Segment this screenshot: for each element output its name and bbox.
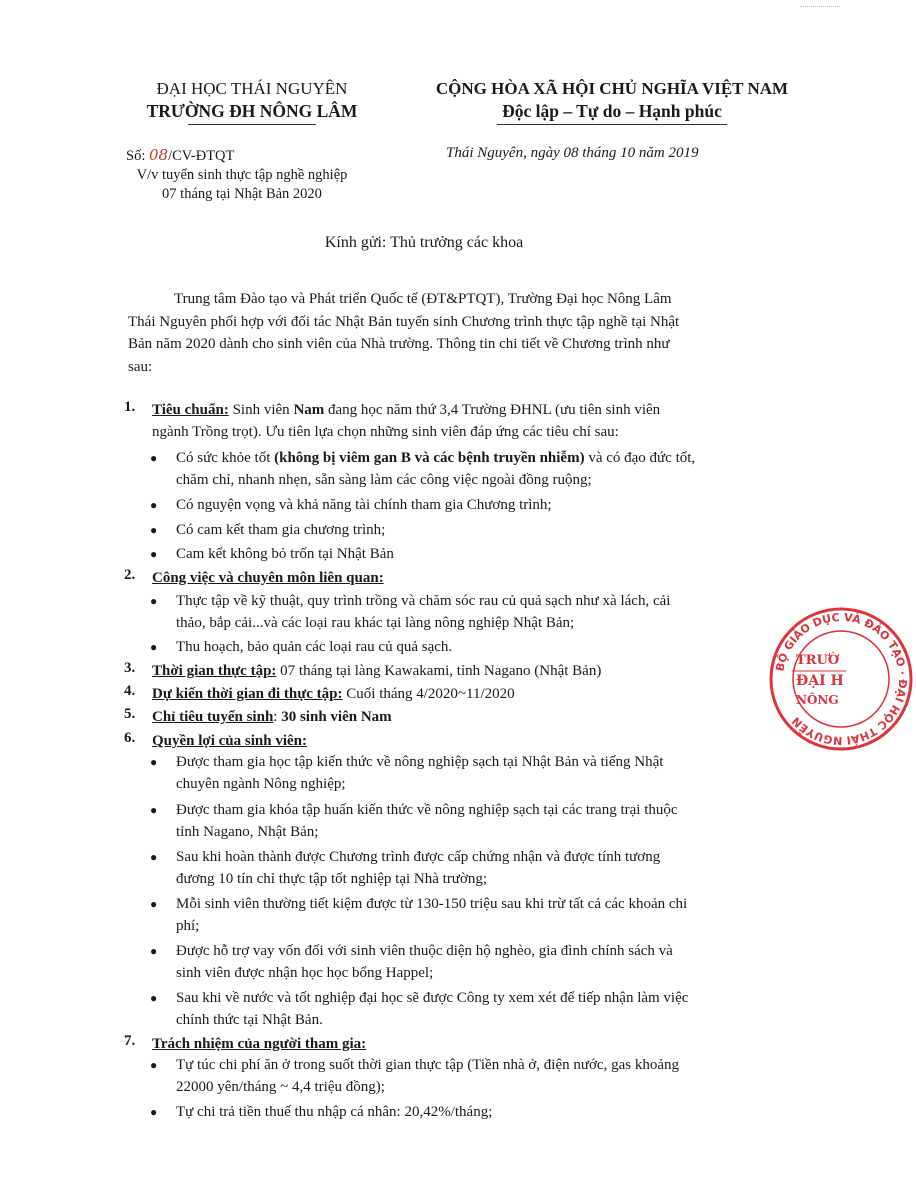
item-number: 5.	[124, 706, 136, 722]
item-text: Tiêu chuẩn: Sinh viên Nam đang học năm thứ 3,4 Trường ĐHNL (ưu tiên sinh viên ngành Trồng trọt). Ưu tiên lựa chọn những sinh viên đáp ứng các tiêu chí sau:	[152, 402, 661, 440]
national-header	[412, 78, 812, 125]
bullet-dot: ●	[150, 498, 158, 512]
motto-underline	[497, 124, 727, 125]
item-number: 1.	[124, 399, 136, 415]
scan-mark	[800, 6, 840, 10]
header-underline	[188, 124, 316, 125]
national-motto: Độc lập – Tự do – Hạnh phúc	[502, 101, 722, 121]
stamp-center-text-2: ĐẠI H	[796, 673, 844, 689]
ref-number-handwritten: 08	[148, 146, 169, 164]
bullet-dot: ●	[150, 523, 158, 537]
bullet-dot: ●	[150, 1058, 158, 1072]
intro-paragraph	[128, 288, 768, 378]
bullet-dot: ●	[150, 944, 158, 958]
item-title: Thời gian thực tập:	[152, 663, 277, 679]
intro-line: Thái Nguyên phối hợp với đối tác Nhật Bản tuyển sinh Chương trình thực tập nghề tại Nhật	[128, 313, 680, 330]
greeting: Kính gửi: Thủ trưởng các khoa	[324, 234, 524, 251]
item-number: 2.	[124, 567, 136, 583]
intro-line: Trung tâm Đào tạo và Phát triển Quốc tế (ĐT&PTQT), Trường Đại học Nông Lâm	[174, 291, 672, 307]
country-name: CỘNG HÒA XÃ HỘI CHỦ NGHĨA VIỆT NAM	[435, 79, 789, 98]
ref-prefix: Số:	[126, 148, 149, 164]
stamp-center-text-1: TRƯỜ	[796, 653, 840, 668]
org-name: TRƯỜNG ĐH NÔNG LÂM	[146, 101, 358, 121]
item-title: Trách nhiệm của người tham gia:	[152, 1036, 367, 1052]
parent-org: ĐẠI HỌC THÁI NGUYÊN	[156, 79, 348, 98]
ref-suffix: /CV-ĐTQT	[168, 148, 235, 164]
item-title: Công việc và chuyên môn liên quan:	[152, 570, 384, 586]
bullet-dot: ●	[150, 897, 158, 911]
intro-line: sau:	[128, 358, 153, 375]
bullet-dot: ●	[150, 1105, 158, 1119]
bullet-dot: ●	[150, 850, 158, 864]
subject-line-1: V/v tuyển sinh thực tập nghề nghiệp	[136, 167, 348, 183]
document-subject	[92, 166, 392, 204]
item-number: 3.	[124, 660, 136, 676]
issuer-header	[112, 78, 392, 125]
item-title: Quyền lợi của sinh viên:	[152, 733, 308, 749]
item-number: 6.	[124, 730, 136, 746]
stamp-center-text-3: NÔNG	[796, 693, 839, 707]
bullet-dot: ●	[150, 547, 158, 561]
official-stamp	[766, 604, 916, 754]
item-number: 7.	[124, 1033, 136, 1049]
bullet-dot: ●	[150, 594, 158, 608]
document-number	[126, 146, 234, 166]
item-number: 4.	[124, 683, 136, 699]
item-title: Tiêu chuẩn:	[152, 402, 229, 418]
bullet-dot: ●	[150, 451, 158, 465]
item-title: Dự kiến thời gian đi thực tập:	[152, 686, 343, 702]
document-page: ĐẠI HỌC THÁI NGUYÊN TRƯỜNG ĐH NÔNG LÂM CỘNG HÒA XÃ HỘI CHỦ NGHĨA VIỆT NAM Độc lập – Tự do – Hạnh phúc Số: 08/CV-ĐTQT V/v tuyển sinh thực tập nghề nghiệp 07 tháng tại Nhật Bản 2020 Thái Nguyên, ngày 08 tháng 10 năm 2019 Kính gửi: Thủ trưởng các khoa Trung tâm Đào tạo và Phát triển Quốc tế (ĐT&PTQT), Trường Đại học Nông Lâm Thái Nguyên phối hợp với đối tác Nhật Bản tuyển sinh Chương trình thực tập nghề tại Nhật Bản năm 2020 dành cho sinh viên của Nhà trường. Thông tin chi tiết về Chương trình như sau: 1. Tiêu chuẩn: Sinh viên Nam đang học năm thứ 3,4 Trường ĐHNL (ưu tiên sinh viên ngành Trồng trọt). Ưu tiên lựa chọn những sinh viên đáp ứng các tiêu chí sau: ● Có sức khỏe tốt (không bị viêm gan B và các bệnh truyền nhiễm) và có đạo đức tốt, chăm chỉ, nhanh nhẹn, sẵn sàng làm các công việc ngoài đồng ruộng; ● Có nguyện vọng và khả năng tài chính tham gia Chương trình; ● Có cam kết tham gia chương trình; ● Cam kết không bỏ trốn tại Nhật Bản 2. Công việc và chuyên môn liên quan: ● Thực tập về kỹ thuật, quy trình trồng và chăm sóc rau củ quả sạch như xà lách, cải thảo, bắp cải...và các loại rau khác tại làng nông nghiệp Nhật Bản; ● Thu hoạch, bảo quản các loại rau củ quả sạch. 3. Thời gian thực tập: 07 tháng tại làng Kawakami, tỉnh Nagano (Nhật Bản) 4. Dự kiến thời gian đi thực tập: Cuối tháng 4/2020~11/2020 5. Chỉ tiêu tuyển sinh: 30 sinh viên Nam 6. Quyền lợi của sinh viên: ● Được tham gia học tập kiến thức về nông nghiệp sạch tại Nhật Bản và tiếng Nhật chuyên ngành Nông nghiệp; ● Được tham gia khóa tập huấn kiến thức về nông nghiệp sạch tại các trang trại thuộc tỉnh Nagano, Nhật Bản; ● Sau khi hoàn thành được Chương trình được cấp chứng nhận và được tính tương đương 10 tín chỉ thực tập tốt nghiệp tại Nhà trường; ● Mỗi sinh viên thường tiết kiệm được từ 130-150 triệu sau khi trừ tất cả các khoản chi phí; ● Được hỗ trợ vay vốn đối với sinh viên thuộc diện hộ nghèo, gia đình chính sách và sinh viên được nhận học học bổng Happel; ● Sau khi về nước và tốt nghiệp đại học sẽ được Công ty xem xét để tiếp nhận làm việc chính thức tại Nhật Bản. 7. Trách nhiệm của người tham gia: ● Tự túc chi phí ăn ở trong suốt thời gian thực tập (Tiền nhà ở, điện nước, gas khoảng 22000 yên/tháng ~ 4,4 triệu đồng); ● Tự chi trả tiền thuế thu nhập cá nhân: 20,42%/tháng; BỘ GIÁO DỤC VÀ ĐÀO TẠO · ĐẠI HỌC THÁI NGUYÊN TRƯỜ ĐẠI H NÔNG	[0, 0, 848, 1200]
bullet-dot: ●	[150, 640, 158, 654]
intro-line: Bản năm 2020 dành cho sinh viên của Nhà trường. Thông tin chi tiết về Chương trình như	[128, 336, 670, 352]
stamp-ring-text: BỘ GIÁO DỤC VÀ ĐÀO TẠO · ĐẠI HỌC THÁI NGUYÊN	[773, 610, 910, 748]
bullet-dot: ●	[150, 755, 158, 769]
stamp-graphic	[771, 609, 911, 749]
item-title: Chỉ tiêu tuyển sinh	[152, 709, 274, 725]
bullet-dot: ●	[150, 991, 158, 1005]
bullet-dot: ●	[150, 803, 158, 817]
document-date: Thái Nguyên, ngày 08 tháng 10 năm 2019	[446, 145, 699, 161]
subject-line-2: 07 tháng tại Nhật Bản 2020	[162, 186, 322, 202]
